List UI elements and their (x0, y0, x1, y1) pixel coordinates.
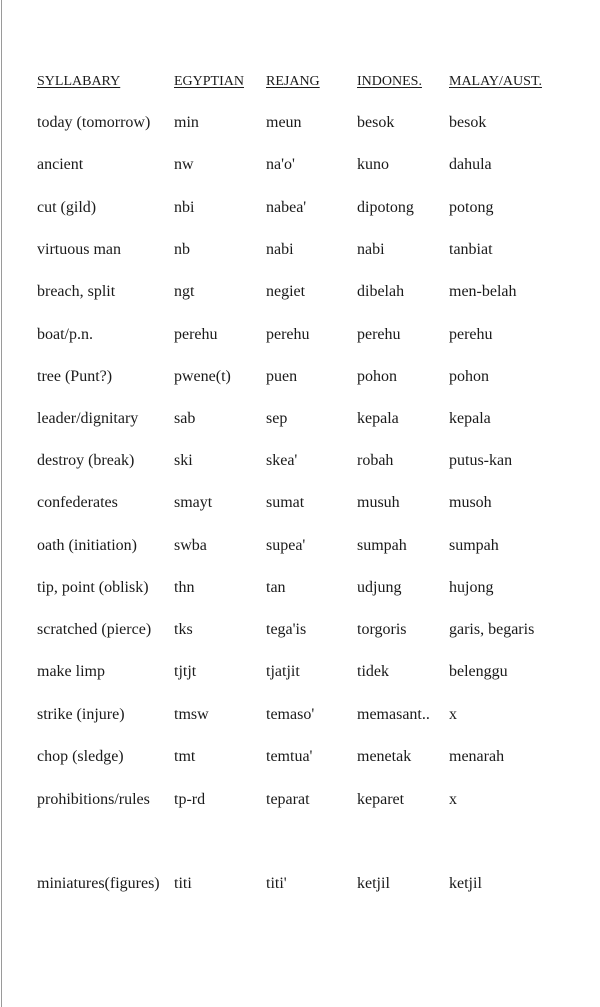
cell-indonesian: pohon (357, 368, 397, 385)
cell-syllabary: scratched (pierce) (37, 621, 152, 638)
cell-rejang: tega'is (266, 621, 307, 638)
cell-malay-aust: tanbiat (449, 241, 493, 258)
cell-malay-aust: ketjil (449, 875, 482, 892)
cell-egyptian: tmt (174, 748, 196, 765)
cell-rejang: supea' (266, 537, 306, 554)
cell-egyptian: tp-rd (174, 791, 206, 808)
header-malay-aust: MALAY/AUST. (449, 74, 542, 89)
cell-rejang: tjatjit (266, 663, 300, 680)
cell-rejang: tan (266, 579, 286, 596)
table-row (0, 323, 600, 347)
cell-malay-aust: musoh (449, 494, 492, 511)
cell-malay-aust: kepala (449, 410, 491, 427)
cell-indonesian: keparet (357, 791, 405, 808)
table-row (0, 576, 600, 600)
cell-malay-aust: menarah (449, 748, 505, 765)
cell-egyptian: tjtjt (174, 663, 197, 680)
cell-malay-aust: men-belah (449, 283, 517, 300)
table-row (0, 407, 600, 431)
cell-syllabary: miniatures(figures) (37, 875, 160, 892)
table-row (0, 788, 600, 812)
cell-indonesian: nabi (357, 241, 385, 258)
cell-egyptian: sab (174, 410, 196, 427)
cell-syllabary: leader/dignitary (37, 410, 139, 427)
table-row (0, 491, 600, 515)
header-syllabary: SYLLABARY (37, 74, 121, 89)
table-row (0, 872, 600, 896)
table-row (0, 660, 600, 684)
cell-indonesian: robah (357, 452, 394, 469)
cell-indonesian: kuno (357, 156, 389, 173)
cell-egyptian: ski (174, 452, 193, 469)
cell-rejang: teparat (266, 791, 310, 808)
cell-syllabary: confederates (37, 494, 118, 511)
table-row (0, 196, 600, 220)
cell-indonesian: menetak (357, 748, 412, 765)
cell-syllabary: virtuous man (37, 241, 121, 258)
cell-syllabary: cut (gild) (37, 199, 97, 216)
cell-egyptian: pwene(t) (174, 368, 231, 385)
table-header-row (0, 70, 600, 94)
cell-egyptian: nb (174, 241, 190, 258)
cell-indonesian: udjung (357, 579, 402, 596)
cell-rejang: puen (266, 368, 298, 385)
cell-egyptian: thn (174, 579, 195, 596)
cell-syllabary: tip, point (oblisk) (37, 579, 149, 596)
cell-malay-aust: pohon (449, 368, 489, 385)
cell-rejang: temaso' (266, 706, 315, 723)
cell-syllabary: breach, split (37, 283, 116, 300)
cell-egyptian: ngt (174, 283, 195, 300)
cell-indonesian: torgoris (357, 621, 407, 638)
cell-rejang: temtua' (266, 748, 313, 765)
cell-malay-aust: perehu (449, 326, 493, 343)
table-row (0, 153, 600, 177)
table-row (0, 745, 600, 769)
table-row (0, 618, 600, 642)
cell-egyptian: smayt (174, 494, 213, 511)
cell-malay-aust: potong (449, 199, 494, 216)
cell-egyptian: perehu (174, 326, 218, 343)
cell-indonesian: sumpah (357, 537, 407, 554)
cell-rejang: nabi (266, 241, 294, 258)
cell-egyptian: tks (174, 621, 193, 638)
cell-rejang: titi' (266, 875, 287, 892)
cell-malay-aust: belenggu (449, 663, 508, 680)
cell-syllabary: destroy (break) (37, 452, 135, 469)
cell-syllabary: boat/p.n. (37, 326, 93, 343)
cell-syllabary: chop (sledge) (37, 748, 124, 765)
table-row (0, 238, 600, 262)
table-row (0, 534, 600, 558)
cell-indonesian: ketjil (357, 875, 390, 892)
cell-rejang: sep (266, 410, 288, 427)
header-egyptian: EGYPTIAN (174, 74, 244, 89)
cell-malay-aust: x (449, 706, 457, 723)
cell-indonesian: musuh (357, 494, 400, 511)
cell-egyptian: nw (174, 156, 194, 173)
cell-egyptian: swba (174, 537, 207, 554)
cell-rejang: sumat (266, 494, 305, 511)
cell-egyptian: tmsw (174, 706, 209, 723)
table-row (0, 280, 600, 304)
header-rejang: REJANG (266, 74, 320, 89)
cell-egyptian: nbi (174, 199, 195, 216)
cell-syllabary: tree (Punt?) (37, 368, 113, 385)
cell-malay-aust: dahula (449, 156, 492, 173)
table-row (0, 703, 600, 727)
table-row (0, 111, 600, 135)
cell-indonesian: memasant.. (357, 706, 430, 723)
table-row (0, 365, 600, 389)
cell-egyptian: titi (174, 875, 192, 892)
cell-malay-aust: x (449, 791, 457, 808)
cell-indonesian: besok (357, 114, 395, 131)
cell-syllabary: prohibitions/rules (37, 791, 150, 808)
cell-malay-aust: garis, begaris (449, 621, 535, 638)
cell-indonesian: dibelah (357, 283, 405, 300)
cell-malay-aust: hujong (449, 579, 494, 596)
cell-egyptian: min (174, 114, 199, 131)
cell-indonesian: dipotong (357, 199, 414, 216)
cell-syllabary: make limp (37, 663, 105, 680)
cell-syllabary: today (tomorrow) (37, 114, 151, 131)
cell-syllabary: ancient (37, 156, 84, 173)
cell-rejang: skea' (266, 452, 298, 469)
cell-rejang: negiet (266, 283, 306, 300)
cell-indonesian: perehu (357, 326, 401, 343)
cell-rejang: meun (266, 114, 302, 131)
cell-malay-aust: putus-kan (449, 452, 513, 469)
header-indonesian: INDONES. (357, 74, 422, 89)
cell-rejang: nabea' (266, 199, 307, 216)
table-row (0, 449, 600, 473)
cell-indonesian: tidek (357, 663, 389, 680)
cell-indonesian: kepala (357, 410, 399, 427)
cell-rejang: na'o' (266, 156, 295, 173)
cell-syllabary: strike (injure) (37, 706, 125, 723)
cell-rejang: perehu (266, 326, 310, 343)
cell-malay-aust: sumpah (449, 537, 499, 554)
cell-malay-aust: besok (449, 114, 487, 131)
cell-syllabary: oath (initiation) (37, 537, 137, 554)
